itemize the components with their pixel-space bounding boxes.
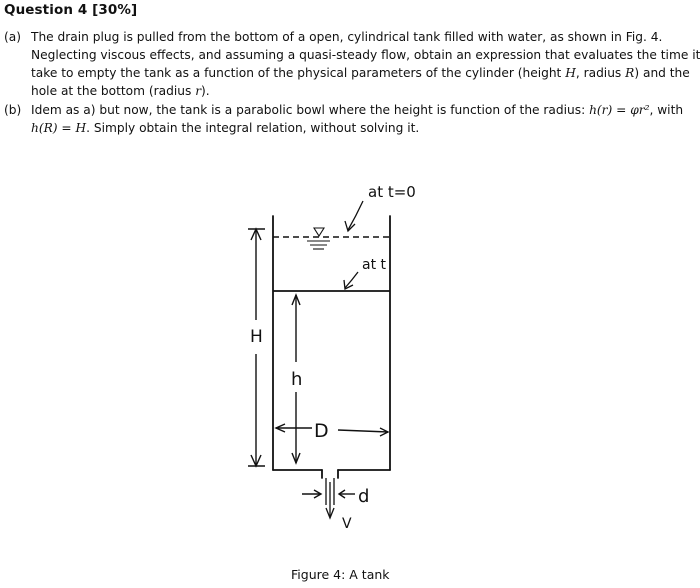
label-h: h (291, 369, 303, 390)
label-d: d (358, 486, 370, 507)
pointer-at-t (344, 272, 358, 289)
pointer-at-t0 (345, 201, 363, 231)
figure-caption: Figure 4: A tank (291, 567, 390, 582)
part-b-label: (b) (4, 103, 22, 117)
label-H: H (250, 327, 263, 347)
part-a-line-1: The drain plug is pulled from the bottom of a open, cylindrical tank filled with water, as shown in Fig. 4. (31, 30, 663, 44)
label-at-t: at t (362, 257, 387, 273)
outlet-d-dimension (302, 490, 355, 498)
part-a-line-2: Neglecting viscous effects, and assuming a quasi-steady flow, obtain an expression that evaluates the time it (31, 48, 700, 62)
diameter-D-dimension (276, 424, 388, 436)
water-surface-symbol (307, 228, 330, 249)
label-V: V (342, 516, 352, 532)
label-D: D (314, 420, 329, 442)
part-a-line-4: hole at the bottom (radius r). (31, 84, 210, 98)
part-a-line-3: take to empty the tank as a function of the physical parameters of the cylinder (height H, radius R) and the (31, 66, 690, 80)
label-at-t0: at t=0 (368, 183, 416, 201)
part-a-label: (a) (4, 30, 21, 44)
part-b-line-1: Idem as a) but now, the tank is a parabolic bowl where the height is function of the radius: h(r) = φr², with (31, 103, 684, 117)
outflow-jet (326, 478, 334, 518)
part-b-line-2: h(R) = H. Simply obtain the integral relation, without solving it. (31, 121, 420, 135)
question-title: Question 4 [30%] (4, 2, 138, 18)
